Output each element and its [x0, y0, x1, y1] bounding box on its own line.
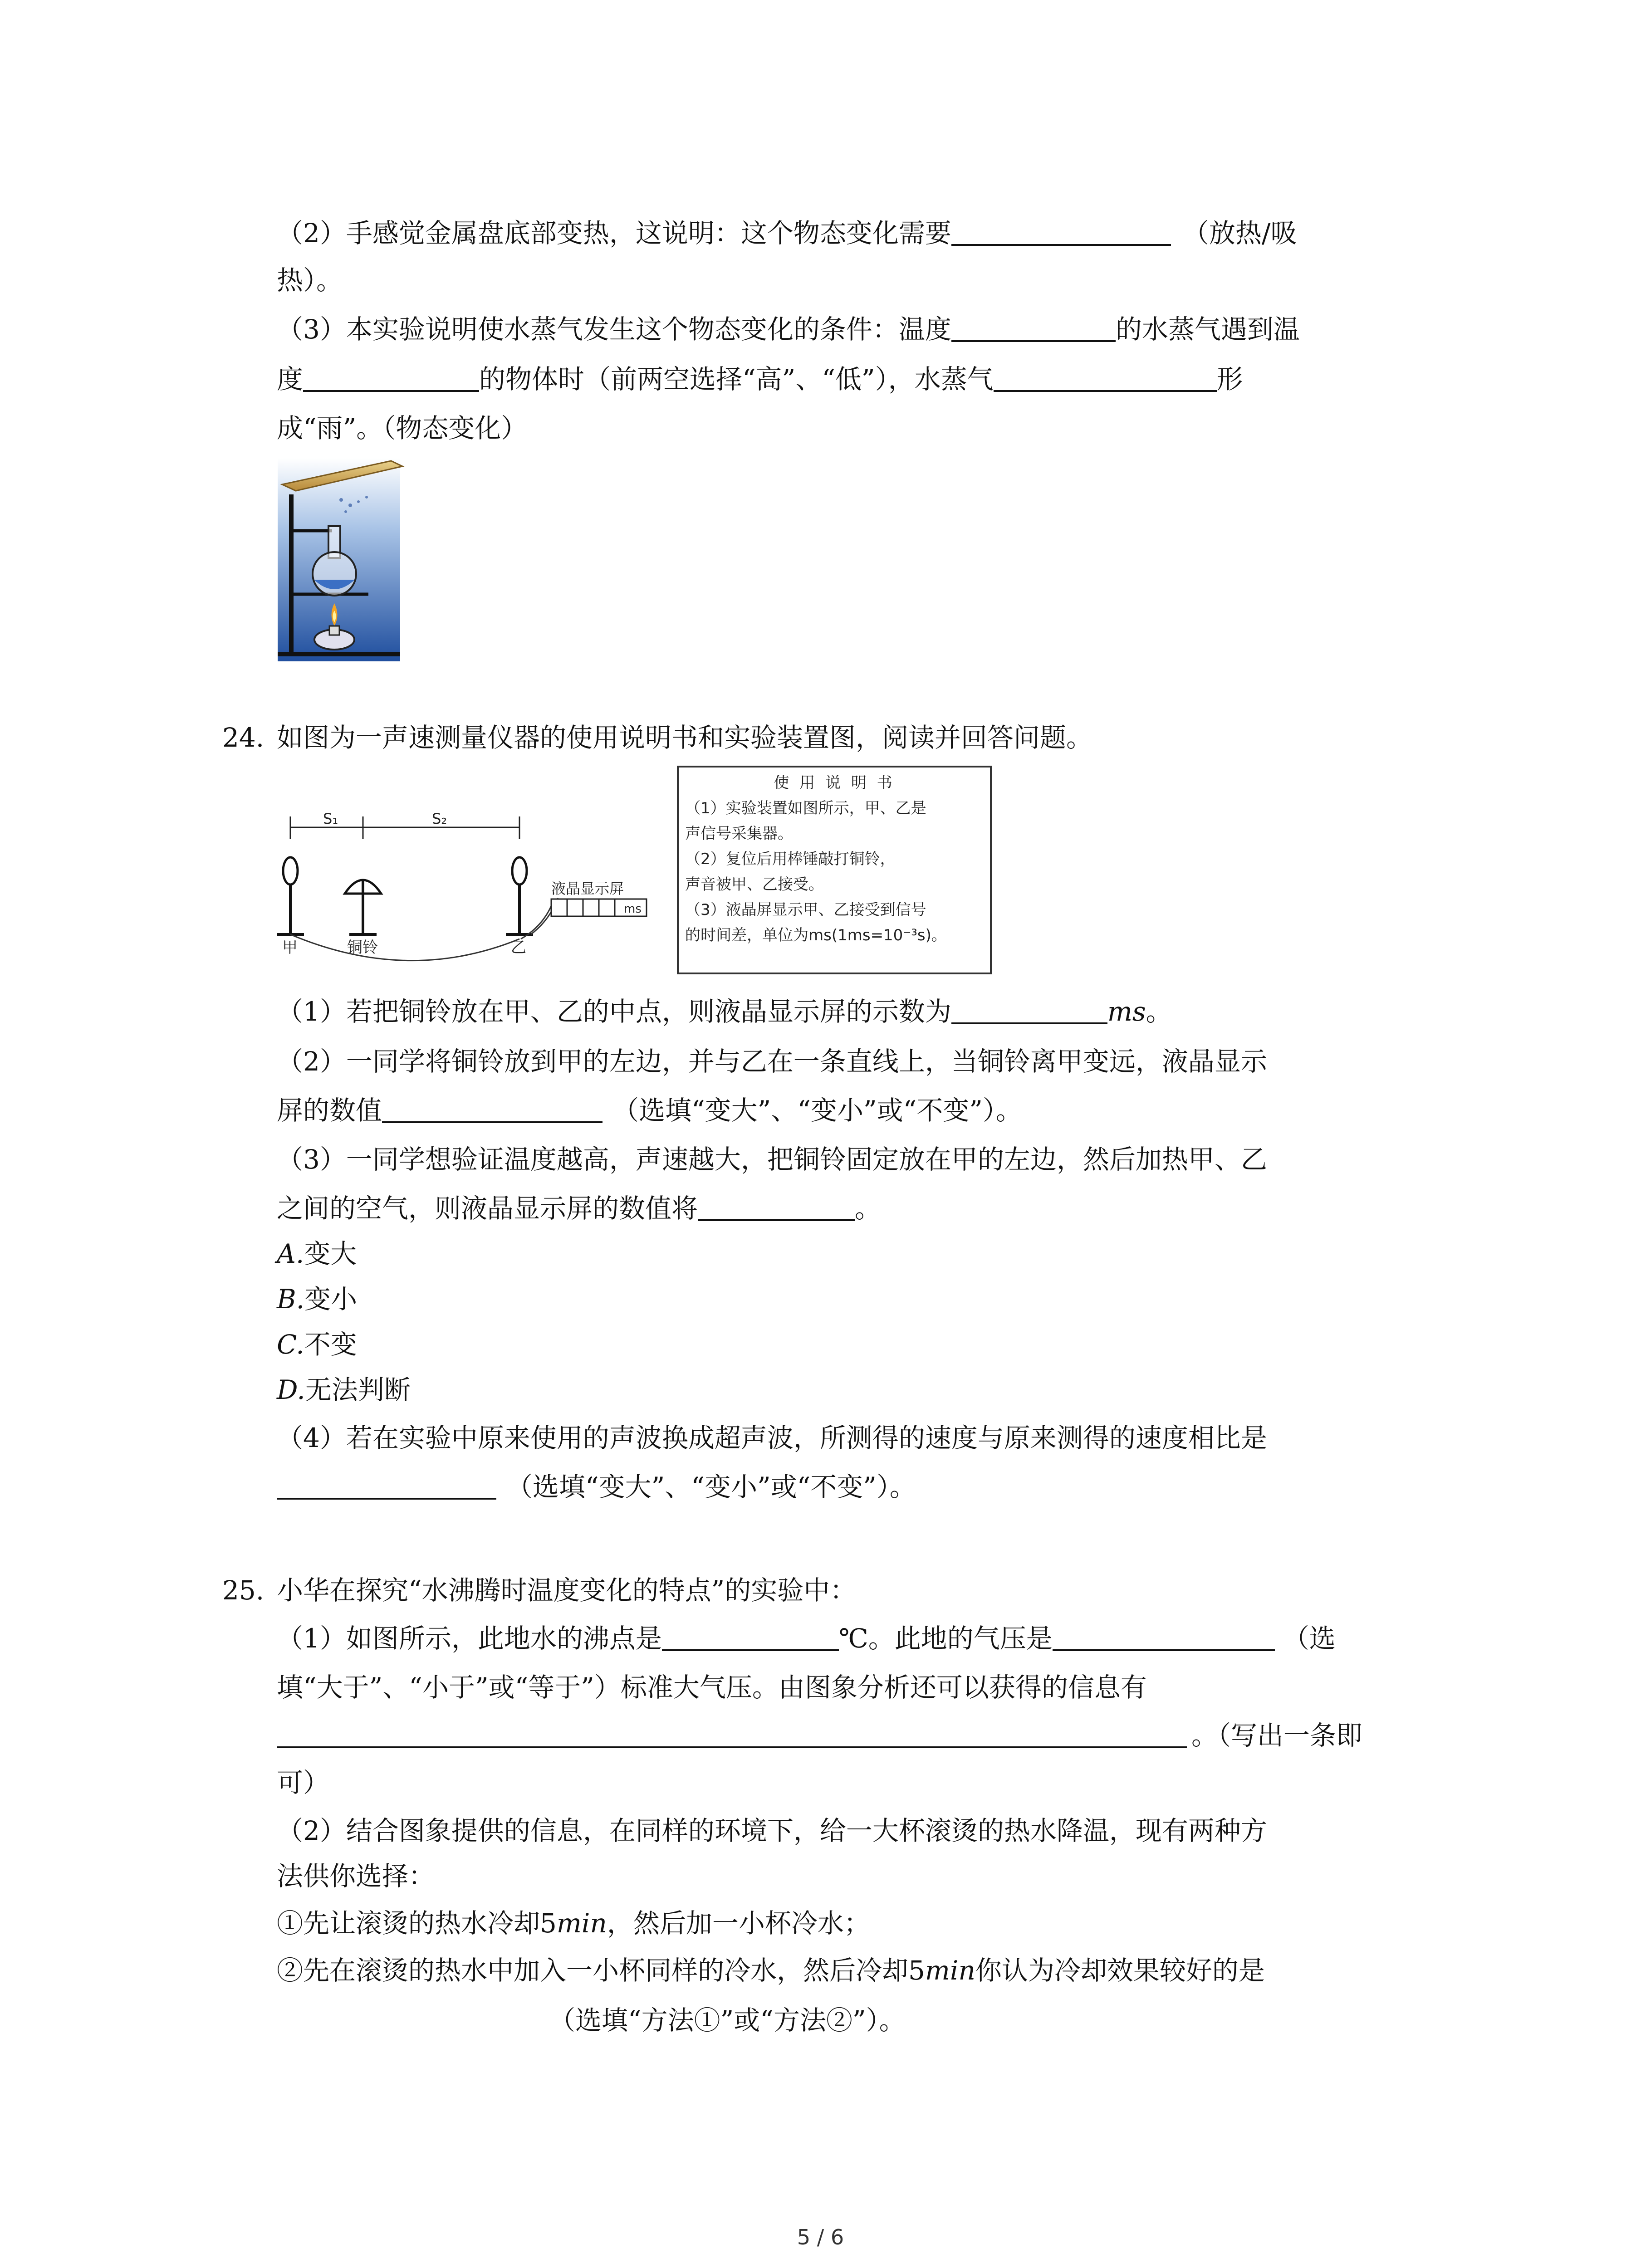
q24-part2-text2: 屏的数值: [277, 1095, 382, 1126]
q25-part1-line1: [277, 1620, 1336, 1657]
q25-part2-line2: [277, 1858, 435, 1894]
q24-part2-text: （2）一同学将铜铃放到甲的左边，并与乙在一条直线上，当铜铃离甲变远，液晶显示: [277, 1046, 1267, 1077]
q24-number: 24.: [222, 722, 265, 753]
q23-part2-line2: [277, 262, 343, 298]
option-c-letter: C.: [277, 1329, 304, 1360]
receiver-jia: [277, 857, 304, 934]
option-b-letter: B.: [277, 1284, 305, 1315]
instruction-manual-box: [677, 766, 992, 974]
q23-part3-blank2[interactable]: [303, 363, 479, 392]
q24-part4-line2: [277, 1469, 916, 1505]
option-a-letter: A.: [277, 1238, 304, 1269]
method2-text2: 你认为冷却效果较好的是: [975, 1955, 1265, 1986]
q23-part2-line1: [277, 215, 1297, 251]
label-jia: 甲: [282, 938, 298, 957]
q24-part1-blank[interactable]: [951, 995, 1107, 1024]
q24-part3-end: 。: [855, 1193, 882, 1224]
lcd-label: 液晶显示屏: [551, 880, 624, 897]
q25-part1-text6: 可）: [277, 1767, 330, 1798]
q25-part1-text4: 填“大于”、“小于”或“等于”）标准大气压。由图象分析还可以获得的信息有: [277, 1672, 1147, 1703]
q24-part1-end: 。: [1146, 996, 1172, 1027]
receiver-yi: [506, 857, 533, 934]
q23-part3-text3: 度: [277, 364, 304, 395]
option-a-text: 变大: [304, 1238, 357, 1269]
manual-line: （3）液晶屏显示甲、乙接受到信号: [685, 901, 926, 919]
q25-part1-line2: [277, 1669, 1147, 1706]
sound-speed-apparatus: [272, 812, 671, 962]
q24-part2-line1: [277, 1043, 1267, 1080]
q24-option-c[interactable]: [277, 1326, 357, 1363]
q25-stem-text: 小华在探究“水沸腾时温度变化的特点”的实验中：: [277, 1575, 857, 1606]
q23-part2-choice: （放热/吸: [1182, 218, 1297, 249]
q23-part3-text: （3）本实验说明使水蒸气发生这个物态变化的条件：温度: [277, 314, 951, 345]
q24-part3-line1: [277, 1141, 1267, 1178]
q24-part1-unit: ms: [1107, 996, 1146, 1027]
q24-part3-blank[interactable]: [698, 1192, 855, 1221]
q23-part3-line3: [277, 410, 527, 446]
method2-unit: min: [925, 1955, 975, 1986]
q24-part4-line1: [277, 1420, 1267, 1456]
lcd-unit: ms: [624, 902, 642, 916]
q25-answer-line: [277, 2002, 906, 2038]
q24-part3-text2: 之间的空气，则液晶显示屏的数值将: [277, 1193, 698, 1224]
q24-part3-text: （3）一同学想验证温度越高，声速越大，把铜铃固定放在甲的左边，然后加热甲、乙: [277, 1144, 1267, 1175]
method1-unit: min: [556, 1908, 607, 1939]
q24-part4-text2: （选填“变大”、“变小”或“不变”）。: [506, 1471, 916, 1502]
q25-part2-text: （2）结合图象提供的信息，在同样的环境下，给一大杯滚烫的热水降温，现有两种方: [277, 1815, 1267, 1846]
method1-text: ①先让滚烫的热水冷却5: [277, 1908, 557, 1939]
q25-part1-blank2[interactable]: [1053, 1622, 1275, 1651]
q25-part2-text2: 法供你选择：: [277, 1861, 435, 1892]
q25-part1-blank3[interactable]: [277, 1719, 1187, 1748]
q24-part1-text: （1）若把铜铃放在甲、乙的中点，则液晶显示屏的示数为: [277, 996, 951, 1027]
q24-part4-text: （4）若在实验中原来使用的声波换成超声波，所测得的速度与原来测得的速度相比是: [277, 1422, 1267, 1453]
condensation-apparatus-figure: [278, 458, 409, 661]
q24-option-b[interactable]: [277, 1281, 357, 1317]
method2-text: ②先在滚烫的热水中加入一小杯同样的冷水，然后冷却5: [277, 1955, 925, 1986]
q24-part2-text3: （选填“变大”、“变小”或“不变”）。: [612, 1095, 1022, 1126]
manual-title: 使 用 说 明 书: [774, 774, 895, 792]
q24-stem-text: 如图为一声速测量仪器的使用说明书和实验装置图，阅读并回答问题。: [277, 722, 1093, 753]
manual-line: 声音被甲、乙接受。: [685, 875, 824, 894]
q25-part1-text3: （选: [1283, 1623, 1336, 1654]
q25-part2-text3: （选填“方法①”或“方法②”）。: [549, 2005, 906, 2036]
q24-part3-line2: [277, 1190, 881, 1227]
q23-part3-blank3[interactable]: [994, 363, 1217, 392]
manual-line: （1）实验装置如图所示，甲、乙是: [685, 799, 926, 817]
q23-part3-line2: [277, 361, 1243, 397]
manual-line: （2）复位后用棒锤敲打铜铃，: [685, 850, 896, 868]
q24-part4-blank[interactable]: [277, 1471, 496, 1500]
q25-part1-text: （1）如图所示，此地水的沸点是: [277, 1623, 662, 1654]
q24-part1: [277, 993, 1172, 1030]
q25-part1-line4: [277, 1765, 329, 1801]
label-tongling: 铜铃: [347, 938, 378, 957]
q25-part1-blank1[interactable]: [662, 1622, 839, 1651]
q23-part3-text2: 的水蒸气遇到温: [1115, 314, 1300, 345]
method1-text2: ，然后加一小杯冷水；: [607, 1908, 870, 1939]
q24-option-d[interactable]: [277, 1372, 411, 1408]
q23-part3-text6: 成“雨”。（物态变化）: [277, 413, 528, 444]
label-yi: 乙: [511, 938, 526, 957]
bell-tongling: [345, 880, 381, 934]
q23-part3-line1: [277, 311, 1300, 347]
option-c-text: 不变: [304, 1329, 357, 1360]
option-b-text: 变小: [304, 1284, 358, 1315]
q23-part2-blank[interactable]: [951, 217, 1171, 246]
q25-number: 25.: [222, 1575, 265, 1606]
q25-part1-text2: ℃。此地的气压是: [838, 1623, 1053, 1654]
q23-part3-text4: 的物体时（前两空选择“高”、“低”），水蒸气: [479, 364, 994, 395]
q25-part1-text5: 。（写出一条即: [1191, 1720, 1363, 1751]
q24-part2-line2: [277, 1092, 1022, 1129]
q25-part2-line1: [277, 1813, 1267, 1849]
manual-line: 的时间差，单位为ms(1ms=10⁻³s)。: [685, 926, 947, 944]
q25-method1: [277, 1905, 870, 1941]
q23-part3-text5: 形: [1216, 364, 1243, 395]
page-number: 5 / 6: [797, 2225, 844, 2249]
q23-part2-tail: 热）。: [277, 265, 343, 296]
option-d-text: 无法判断: [305, 1374, 411, 1405]
s1-label: S₁: [323, 812, 338, 827]
q24-option-a[interactable]: [277, 1236, 357, 1272]
q25-part2-blank[interactable]: [277, 2004, 549, 2033]
q25-part1-line3: [277, 1717, 1362, 1754]
s2-label: S₂: [432, 812, 447, 827]
q24-part2-blank[interactable]: [382, 1094, 603, 1123]
q23-part2-text: （2）手感觉金属盘底部变热，这说明：这个物态变化需要: [277, 218, 951, 249]
q25-method2: [277, 1952, 1265, 1989]
q23-part3-blank1[interactable]: [951, 313, 1116, 342]
manual-line: 声信号采集器。: [685, 825, 793, 843]
option-d-letter: D.: [277, 1374, 305, 1405]
